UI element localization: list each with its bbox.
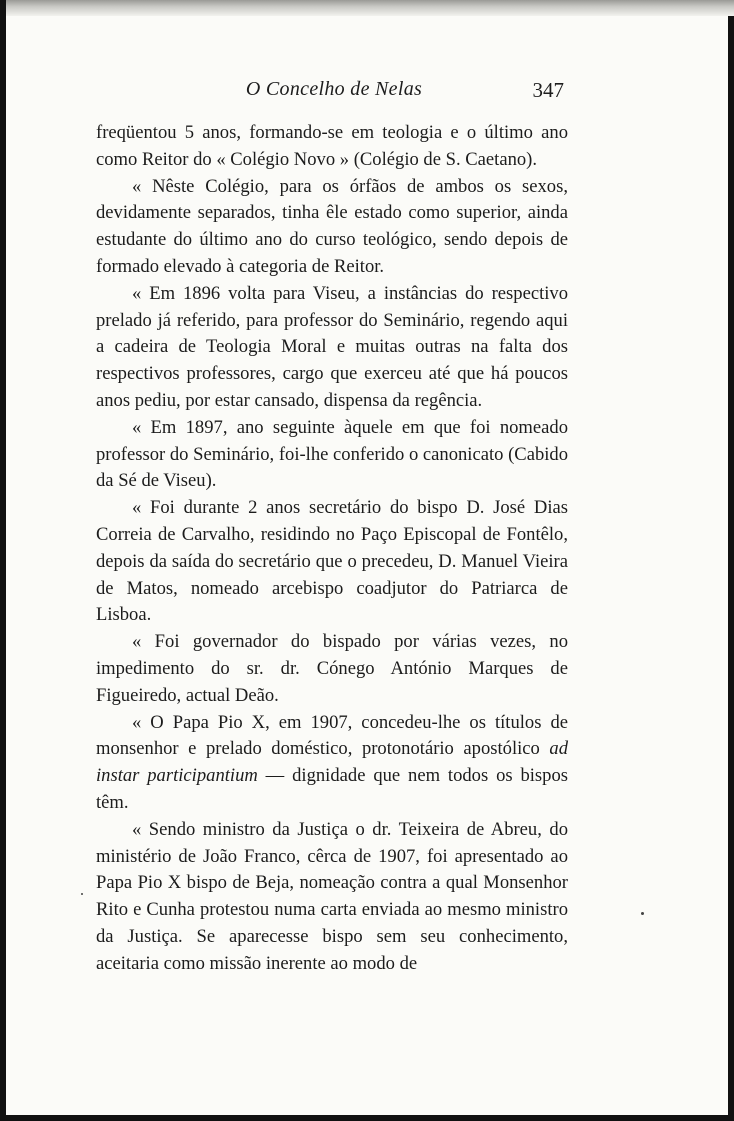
print-speck: [81, 893, 83, 895]
body-text: [96, 120, 568, 978]
paragraph: [96, 281, 568, 415]
paragraph-text: « Sendo ministro da Justiça o dr. Teixeira de Abreu, do ministério de João Franco, cêrca de 1907, foi apresentado ao Papa Pio X bispo de Beja, nomeação contra a qual Monsenhor Rito e Cunha protestou numa carta enviada ao mesmo ministro da Justiça. Se aparecesse bispo sem seu conhecimento, aceitaria como missão inerente ao modo de: [96, 818, 568, 974]
paragraph: [96, 629, 568, 709]
paragraph-text: « Foi governador do bispado por várias vezes, no impedimento do sr. dr. Cónego António Marques de Figueiredo, actual Deão.: [96, 631, 568, 706]
running-title: O Concelho de Nelas: [245, 78, 423, 100]
page-header: [98, 78, 570, 108]
paragraph-text: — dignidade que nem todos os bispos têm.: [96, 765, 568, 813]
paragraph-text: « Foi durante 2 anos secretário do bispo D. José Dias Correia de Carvalho, residindo no Paço Episcopal de Fontêlo, depois da saída do secretário que o precedeu, D. Manuel Vieira de Matos, nomeado arcebispo coadjutor do Patriarca de Lisboa.: [96, 497, 568, 626]
paragraph: [96, 120, 568, 174]
paragraph-text: freqüentou 5 anos, formando-se em teologia e o último ano como Reitor do « Colégio Novo » (Colégio de S. Caetano).: [96, 122, 568, 170]
paragraph: [96, 817, 568, 978]
paragraph-text: « Nêste Colégio, para os órfãos de ambos os sexos, devidamente separados, tinha êle estado como superior, ainda estudante do último ano do curso teológico, sendo depois de formado elevado à categoria de Reitor.: [96, 175, 568, 277]
paragraph: [96, 710, 568, 817]
page-number: 347: [532, 78, 564, 102]
paragraph-text: « Em 1897, ano seguinte àquele em que foi nomeado professor do Seminário, foi-lhe conferido o canonicato (Cabido da Sé de Viseu).: [96, 416, 568, 492]
paragraph: [96, 415, 568, 495]
page-top-edge-shadow: [6, 0, 734, 16]
paragraph: [96, 174, 568, 281]
paragraph-text: « O Papa Pio X, em 1907, concedeu-lhe os títulos de monsenhor e prelado doméstico, protonotário apostólico: [96, 711, 568, 760]
paragraph-text: « Em 1896 volta para Viseu, a instâncias do respectivo prelado já referido, para professor do Seminário, regendo aqui a cadeira de Teologia Moral e muitas outras na falta dos respectivos professores, cargo que exerceu até que há poucos anos pediu, por estar cansado, dispensa da regência.: [96, 282, 568, 411]
print-speck: [641, 912, 644, 915]
paragraph: [96, 495, 568, 629]
italic-phrase: ad instar participantium: [96, 738, 568, 787]
